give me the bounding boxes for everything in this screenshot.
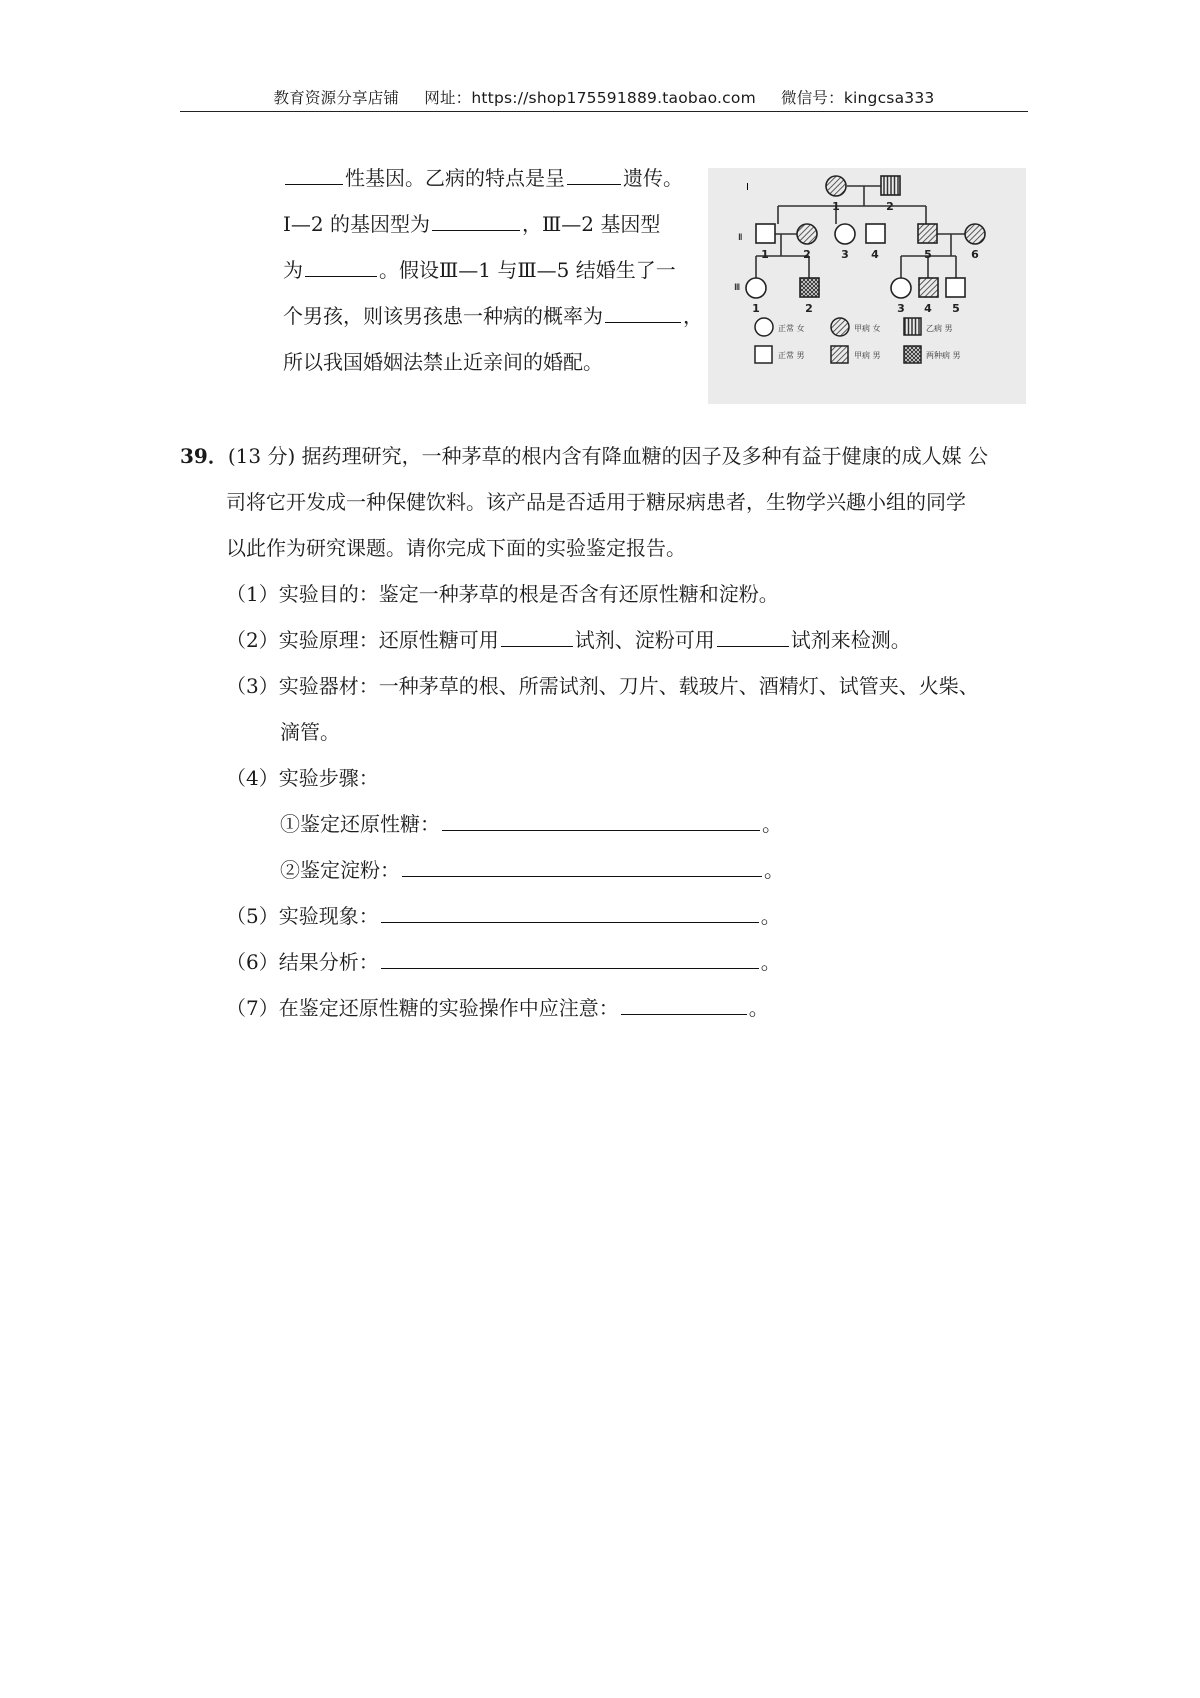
q39-item-6: （6）结果分析： 。	[226, 950, 781, 974]
q39-item-7: （7）在鉴定还原性糖的实验操作中应注意： 。	[226, 996, 769, 1020]
legend-normal-female: 正常 女	[778, 324, 805, 333]
answer-blank[interactable]	[621, 994, 747, 1015]
answer-blank[interactable]	[432, 210, 520, 231]
intro-line-5: 所以我国婚姻法禁止近亲间的婚配。	[283, 350, 603, 374]
answer-blank[interactable]	[381, 948, 759, 969]
svg-text:6: 6	[971, 248, 979, 261]
legend-normal-male: 正常 男	[778, 351, 805, 360]
answer-blank[interactable]	[501, 626, 573, 647]
intro-line-2: Ⅰ—2 的基因型为 ，Ⅲ—2 基因型	[283, 212, 661, 236]
q39-stem-line-3: 以此作为研究课题。请你完成下面的实验鉴定报告。	[226, 536, 686, 560]
svg-text:4: 4	[871, 248, 879, 261]
svg-text:1: 1	[761, 248, 769, 261]
pedigree-III-2	[800, 278, 819, 297]
q39-stem-line-2: 司将它开发成一种保健饮料。该产品是否适用于糖尿病患者，生物学兴趣小组的同学	[226, 490, 966, 514]
svg-text:1: 1	[832, 200, 840, 213]
legend-b-male: 乙病 男	[926, 324, 953, 333]
pedigree-figure	[708, 168, 1026, 404]
pedigree-II-3	[835, 224, 855, 244]
answer-blank[interactable]	[717, 626, 789, 647]
pedigree-I-2	[881, 176, 900, 195]
intro-line-1: 性基因。乙病的特点是呈 遗传。	[283, 164, 683, 192]
pedigree-III-5	[946, 278, 965, 297]
q39-item-4: （4）实验步骤：	[226, 766, 379, 790]
q39-step-2: ②鉴定淀粉： 。	[280, 858, 784, 882]
svg-text:2: 2	[886, 200, 894, 213]
svg-text:2: 2	[803, 248, 811, 261]
intro-line-4: 个男孩，则该男孩患一种病的概率为 ，	[283, 304, 703, 328]
svg-text:3: 3	[841, 248, 849, 261]
gen-label-2: Ⅱ	[738, 233, 743, 243]
answer-blank[interactable]	[305, 256, 377, 277]
pedigree-II-1	[756, 224, 775, 243]
pedigree-III-3	[891, 278, 911, 298]
legend-both-male-icon	[904, 346, 921, 363]
gen-label-1: Ⅰ	[746, 182, 749, 193]
pedigree-II-2	[797, 224, 817, 244]
svg-text:5: 5	[952, 302, 960, 315]
shop-url[interactable]: 网址：https://shop175591889.taobao.com	[424, 89, 756, 107]
legend-both-male: 两种病 男	[926, 351, 961, 360]
answer-blank[interactable]	[442, 810, 760, 831]
pedigree-III-1	[746, 278, 766, 298]
answer-blank[interactable]	[567, 164, 621, 185]
legend-normal-male-icon	[755, 346, 772, 363]
pedigree-I-1	[826, 176, 846, 196]
q39-item-3-cont: 滴管。	[280, 720, 340, 744]
shop-name: 教育资源分享店铺	[273, 89, 400, 107]
legend-a-male-icon	[831, 346, 848, 363]
q39-item-3: （3）实验器材：一种茅草的根、所需试剂、刀片、载玻片、酒精灯、试管夹、火柴、	[226, 674, 979, 698]
gen-label-3: Ⅲ	[734, 283, 741, 293]
answer-blank[interactable]	[402, 856, 762, 877]
intro-line-3: 为 。假设Ⅲ—1 与Ⅲ—5 结婚生了一	[283, 258, 676, 282]
svg-text:2: 2	[805, 302, 813, 315]
q39-item-2: （2）实验原理：还原性糖可用 试剂、淀粉可用 试剂来检测。	[226, 628, 911, 652]
pedigree-II-4	[866, 224, 885, 243]
pedigree-II-6	[965, 224, 985, 244]
page-header	[180, 86, 1028, 112]
legend-b-male-icon	[904, 318, 921, 335]
wechat-id: 微信号：kingcsa333	[781, 89, 935, 107]
question-number: 39．	[180, 444, 228, 468]
legend-normal-female-icon	[755, 318, 773, 336]
q39-stem-line-1: 39．(13 分) 据药理研究，一种茅草的根内含有降血糖的因子及多种有益于健康的成人媒 公	[180, 444, 988, 468]
q39-item-1: （1）实验目的：鉴定一种茅草的根是否含有还原性糖和淀粉。	[226, 582, 779, 606]
pedigree-II-5	[918, 224, 937, 243]
q39-step-1: ①鉴定还原性糖： 。	[280, 812, 782, 836]
legend-a-male: 甲病 男	[854, 351, 881, 360]
legend-a-female-icon	[831, 318, 849, 336]
answer-blank[interactable]	[285, 164, 343, 185]
header-divider	[180, 111, 1028, 112]
svg-text:5: 5	[924, 248, 932, 261]
answer-blank[interactable]	[381, 902, 759, 923]
pedigree-III-4	[919, 278, 938, 297]
svg-text:1: 1	[752, 302, 760, 315]
q39-item-5: （5）实验现象： 。	[226, 904, 781, 928]
svg-text:4: 4	[924, 302, 932, 315]
question-points: (13 分)	[227, 444, 296, 468]
svg-text:3: 3	[897, 302, 905, 315]
legend-a-female: 甲病 女	[854, 324, 881, 333]
answer-blank[interactable]	[605, 302, 681, 323]
